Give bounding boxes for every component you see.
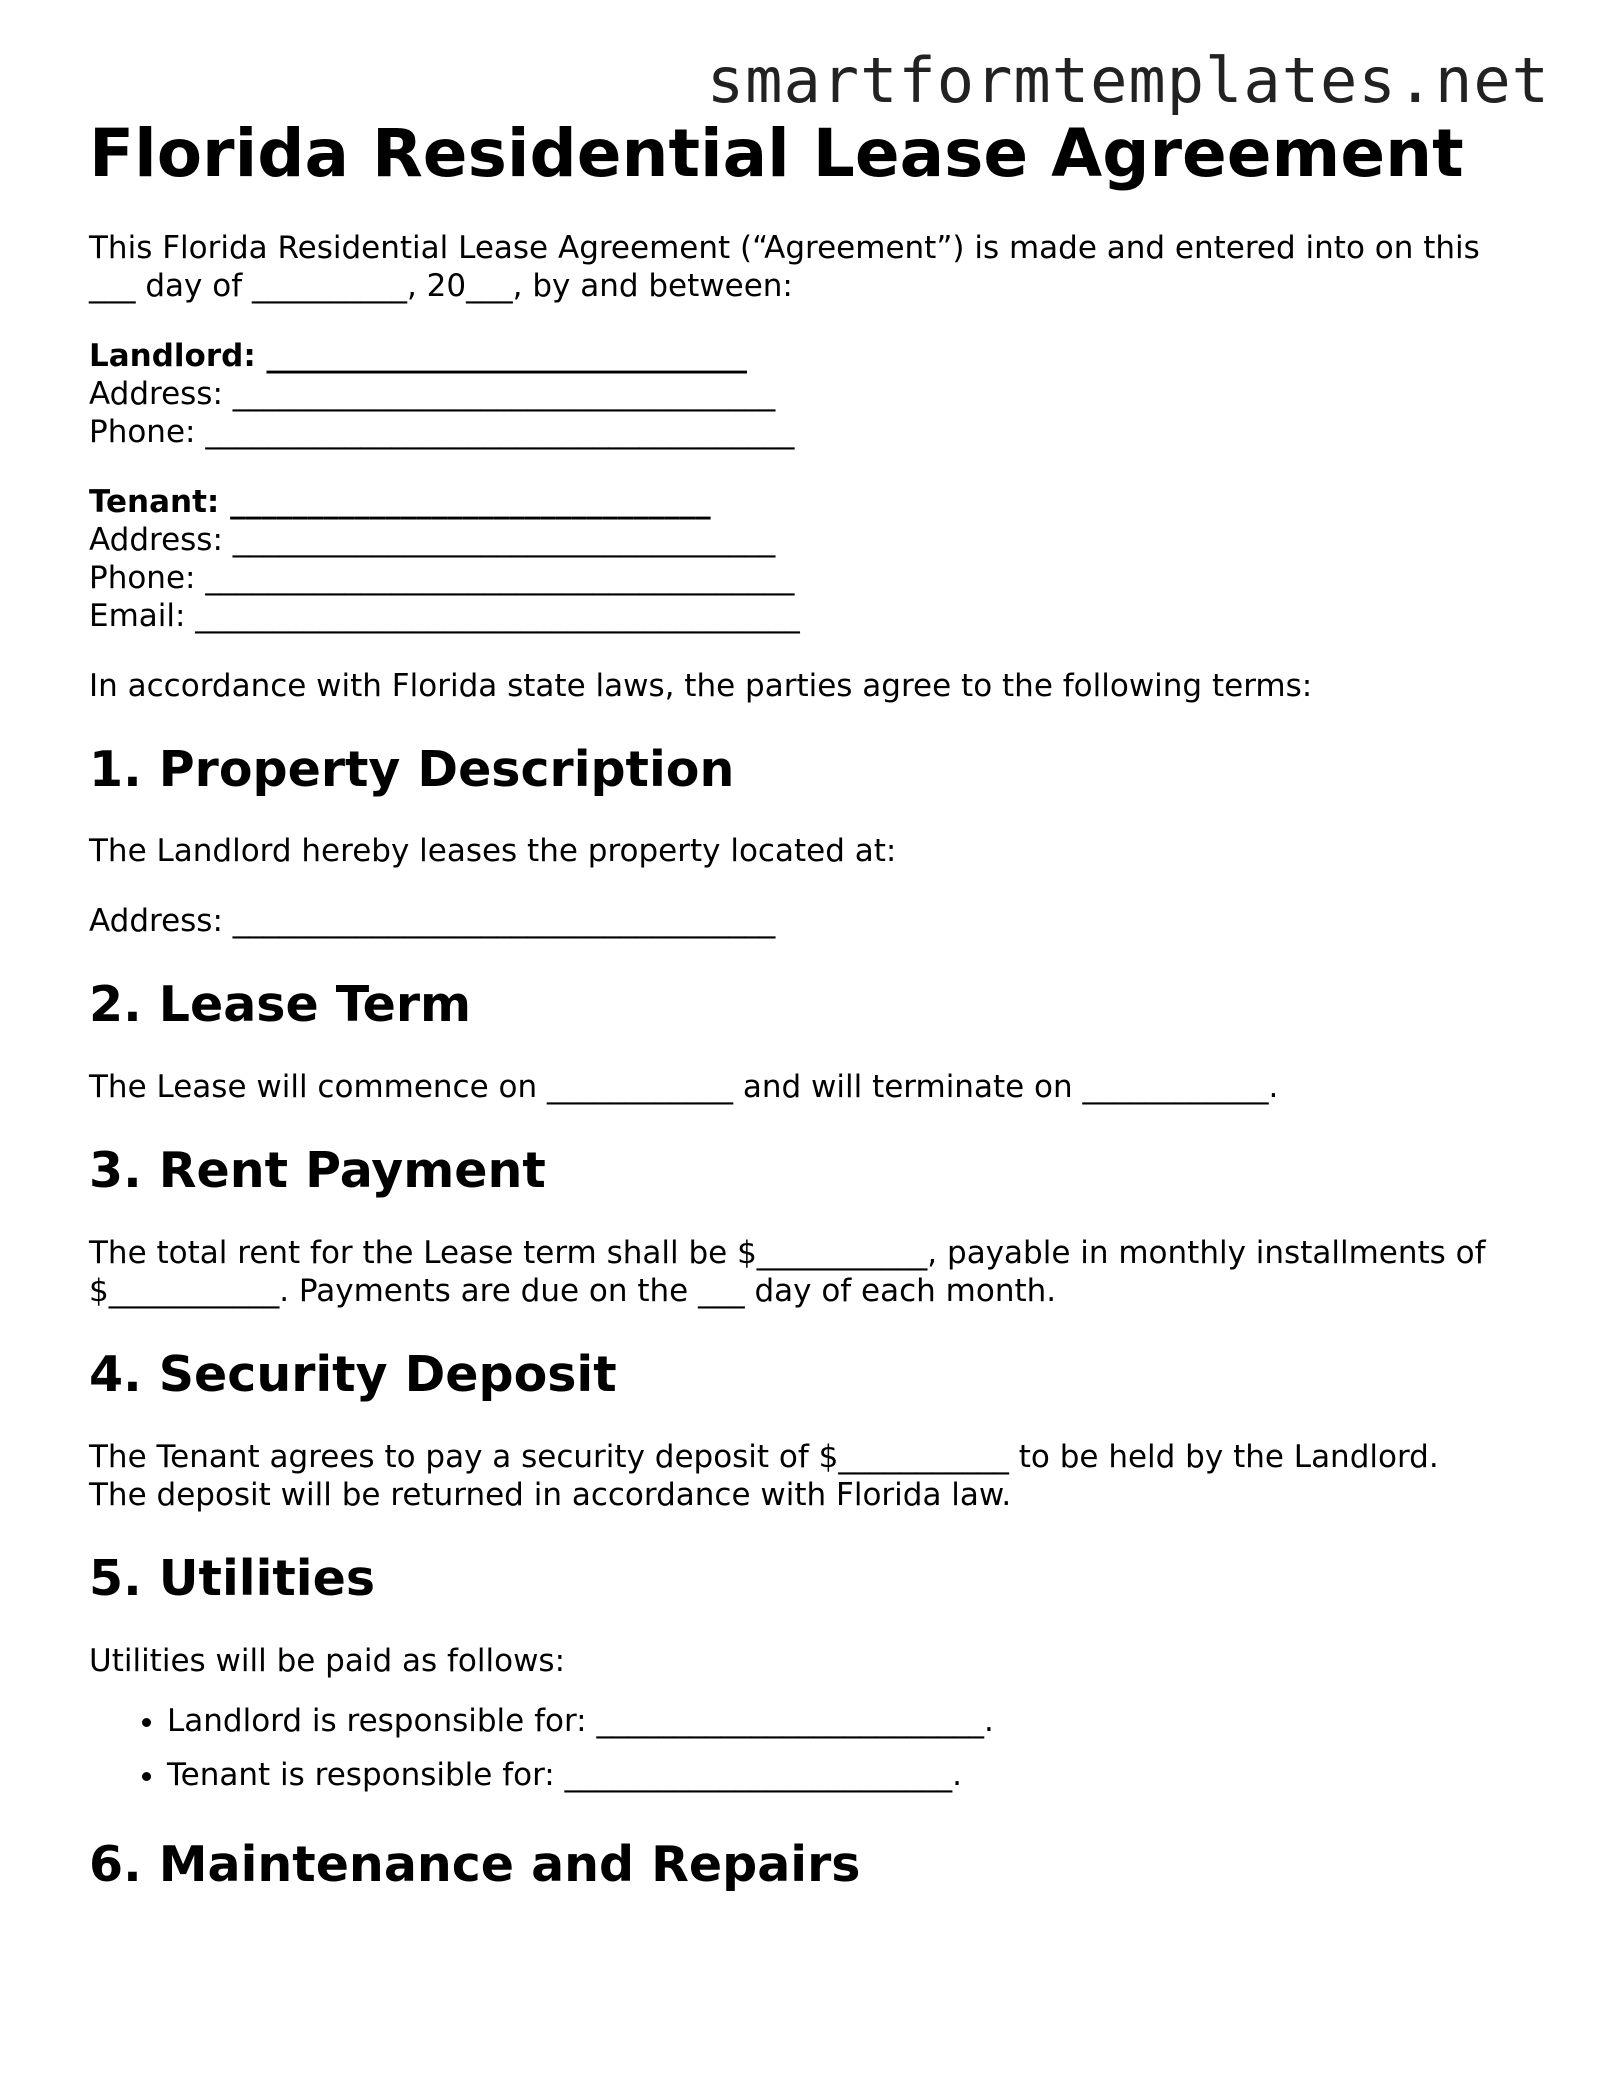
landlord-address-field: Address: ___________________________________: [89, 375, 776, 412]
section-heading: 4. Security Deposit: [89, 1346, 617, 1404]
tenant-address-field: Address: ___________________________________: [89, 521, 776, 558]
section-heading: 1. Property Description: [89, 740, 735, 798]
deposit-line-1: The Tenant agrees to pay a security deposit of $___________ to be held by the Landlord.: [89, 1439, 1439, 1476]
accordance-statement: In accordance with Florida state laws, the parties agree to the following terms:: [89, 667, 1313, 704]
document-body: [89, 115, 1549, 1928]
rent-line-2: $___________. Payments are due on the ___ day of each month.: [89, 1273, 1057, 1310]
tenant-block: [89, 483, 1549, 635]
utilities-text: Utilities will be paid as follows:: [89, 1643, 566, 1680]
tenant-phone-field: Phone: ______________________________________: [89, 559, 795, 596]
section-utilities: [89, 1552, 1549, 1794]
section-maintenance-repairs: [89, 1838, 1549, 1892]
list-item: • Tenant is responsible for: _________________________.: [167, 1756, 1549, 1794]
document-title: Florida Residential Lease Agreement: [89, 115, 1464, 192]
intro-line-2: ___ day of __________, 20___, by and between:: [89, 267, 793, 304]
intro-line-1: This Florida Residential Lease Agreement (“Agreement”) is made and entered into on this: [89, 229, 1480, 266]
section-security-deposit: [89, 1348, 1549, 1514]
deposit-line-2: The deposit will be returned in accordance with Florida law.: [89, 1477, 1012, 1514]
section-rent-payment: [89, 1144, 1549, 1310]
section-lease-term: [89, 978, 1549, 1106]
intro-paragraph: [89, 229, 1549, 305]
property-text: The Landlord hereby leases the property located at:: [89, 833, 897, 870]
section-heading: 5. Utilities: [89, 1550, 375, 1608]
tenant-name-field: Tenant: _______________________________: [89, 483, 711, 520]
section-heading: 3. Rent Payment: [89, 1142, 546, 1200]
section-heading: 2. Lease Term: [89, 976, 472, 1034]
tenant-email-field: Email: _______________________________________: [89, 597, 800, 634]
lease-term-text: The Lease will commence on ____________ and will terminate on ____________.: [89, 1069, 1279, 1106]
rent-line-1: The total rent for the Lease term shall be $___________, payable in monthly installments of: [89, 1235, 1486, 1272]
list-item: • Landlord is responsible for: _________________________.: [167, 1702, 1549, 1740]
property-address-field: Address: ___________________________________: [89, 903, 776, 940]
landlord-block: [89, 337, 1549, 451]
landlord-phone-field: Phone: ______________________________________: [89, 413, 795, 450]
utilities-list: [89, 1702, 1549, 1794]
section-property-description: [89, 740, 1549, 941]
landlord-name-field: Landlord: _______________________________: [89, 337, 748, 374]
section-heading: 6. Maintenance and Repairs: [89, 1836, 861, 1894]
watermark: smartformtemplates.net: [706, 44, 1550, 117]
